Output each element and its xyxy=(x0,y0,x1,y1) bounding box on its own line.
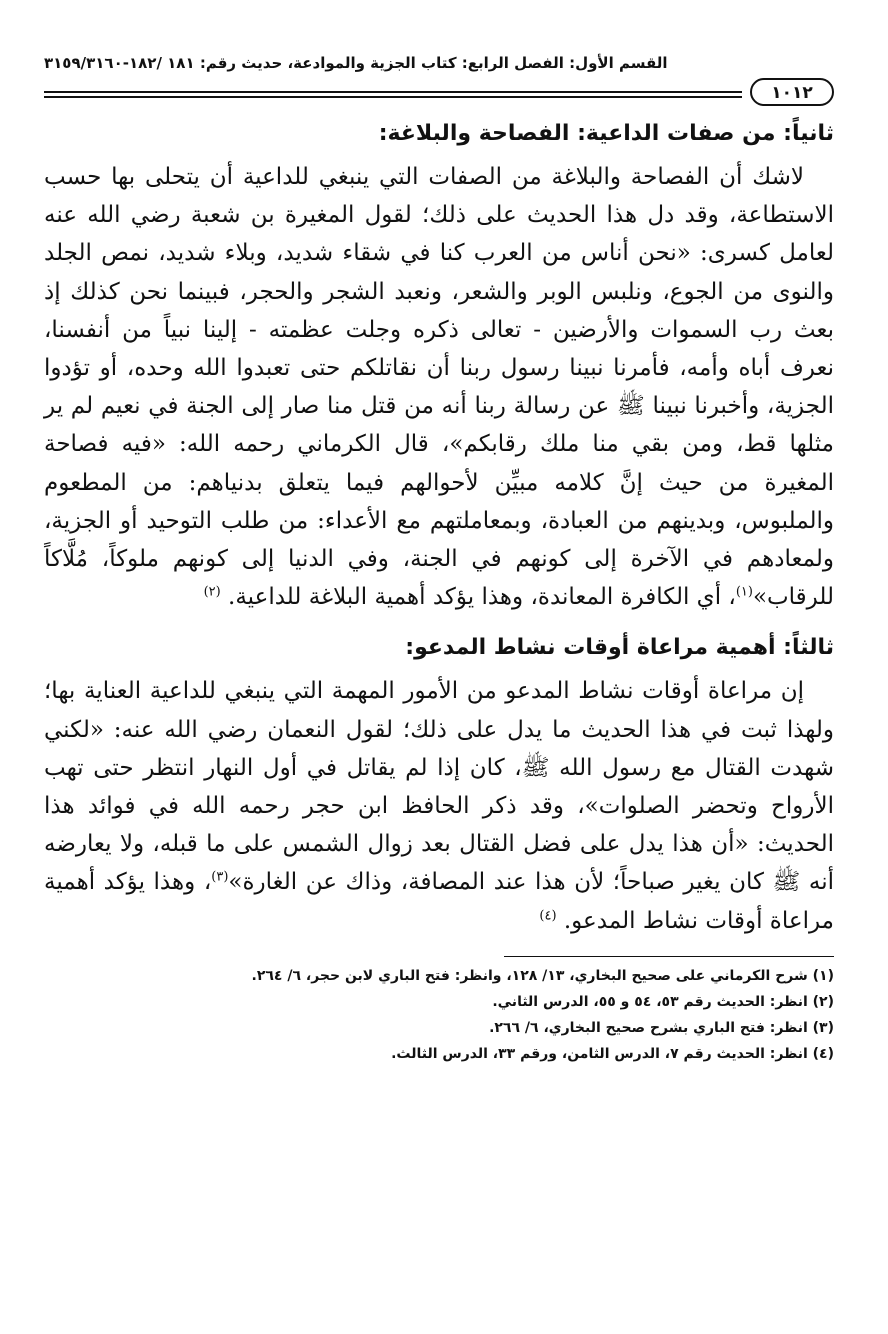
footnote-item-4: (٤) انظر: الحديث رقم ٧، الدرس الثامن، ورقم ٣٣، الدرس الثالث. xyxy=(391,1045,834,1062)
footnote-separator xyxy=(504,956,834,957)
page-number-badge: ١٠١٢ xyxy=(750,78,834,106)
footnote-ref-4[interactable]: (٤) xyxy=(539,908,557,923)
footnote-ref-2[interactable]: (٢) xyxy=(203,584,221,600)
footnote-ref-1[interactable]: (١) xyxy=(735,584,753,600)
section-heading-timing: ثالثاً: أهمية مراعاة أوقات نشاط المدعو: xyxy=(405,635,834,661)
paragraph-timing xyxy=(44,672,834,939)
footnote-item-3: (٣) انظر: فتح الباري بشرح صحيح البخاري، ٦/ ٢٦٦. xyxy=(489,1019,834,1036)
section-timing xyxy=(44,630,834,939)
header-double-rule xyxy=(44,91,742,98)
section-eloquence xyxy=(44,116,834,616)
book-page xyxy=(44,48,834,1308)
footnote-ref-3[interactable]: (٣) xyxy=(211,869,229,885)
paragraph-timing-tail: ، وهذا يؤكد أهمية مراعاة أوقات نشاط المدعو. xyxy=(44,869,834,934)
header-rule-row xyxy=(44,78,834,112)
paragraph-eloquence-text: لاشك أن الفصاحة والبلاغة من الصفات التي ينبغي للداعية أن يتحلى بها حسب الاستطاعة، وقد دل هذا الحديث على ذلك؛ لقول المغيرة بن شعبة رضي الله عنه لعامل كسرى: «نحن أناس من العرب كنا في شقاء شديد، وبلاء شديد، نمص الجلد والنوى من الجوع، ونلبس الوبر والشعر، ونعبد الشجر والحجر، فبينما نحن كذلك إذ بعث رب السموات والأرضين - تعالى ذكره وجلت عظمته - إلينا نبياً من أنفسنا، نعرف أباه وأمه، فأمرنا نبينا رسول ربنا أن نقاتلكم حتى تعبدوا الله وحده، أو تؤدوا الجزية، وأخبرنا نبينا ﷺ عن رسالة ربنا أنه من قتل منا صار إلى الجنة في نعيم لم ير مثلها قط، ومن بقي منا ملك رقابكم»، قال الكرماني رحمه الله: «فيه فصاحة المغيرة من حيث إنَّ كلامه مبيِّن لأحوالهم فيما يتعلق بدنياهم: من المطعوم والملبوس، وبدينهم من العبادة، وبمعاملتهم مع الأعداء: من طلب التوحيد أو الجزية، ولمعادهم في الآخرة إلى كونهم في الجنة، وفي الدنيا إلى كونهم ملوكاً، مُلَّاكاً للرقاب» xyxy=(44,164,834,611)
paragraph-eloquence xyxy=(44,158,834,616)
footnotes-list xyxy=(44,963,834,1067)
footnote-item-2: (٢) انظر: الحديث رقم ٥٣، ٥٤ و ٥٥، الدرس الثاني. xyxy=(492,993,834,1010)
running-header: القسم الأول: الفصل الرابع: كتاب الجزية والموادعة، حديث رقم: ١٨١ /١٨٢-٣١٥٩/٣١٦٠ xyxy=(44,54,668,72)
paragraph-timing-text: إن مراعاة أوقات نشاط المدعو من الأمور المهمة التي ينبغي للداعية العناية بها؛ ولهذا ثبت في هذا الحديث ما يدل على ذلك؛ لقول النعمان رضي الله عنه: «لكني شهدت القتال مع رسول الله ﷺ، كان إذا لم يقاتل في أول النهار انتظر حتى تهب الأرواح وتحضر الصلوات»، وقد ذكر الحافظ ابن حجر رحمه الله في فوائد هذا الحديث: «أن هذا يدل على فضل القتال بعد زوال الشمس على ما قبله، ولا يعارضه أنه ﷺ كان يغير صباحاً؛ لأن هذا عند المصافة، وذاك عن الغارة» xyxy=(44,678,834,896)
footnote-item-1: (١) شرح الكرماني على صحيح البخاري، ١٣/ ١٢٨، وانظر: فتح الباري لابن حجر، ٦/ ٢٦٤. xyxy=(251,967,834,984)
section-heading-eloquence: ثانياً: من صفات الداعية: الفصاحة والبلاغة: xyxy=(378,121,834,146)
paragraph-eloquence-tail: ، أي الكافرة المعاندة، وهذا يؤكد أهمية البلاغة للداعية. xyxy=(228,584,736,611)
